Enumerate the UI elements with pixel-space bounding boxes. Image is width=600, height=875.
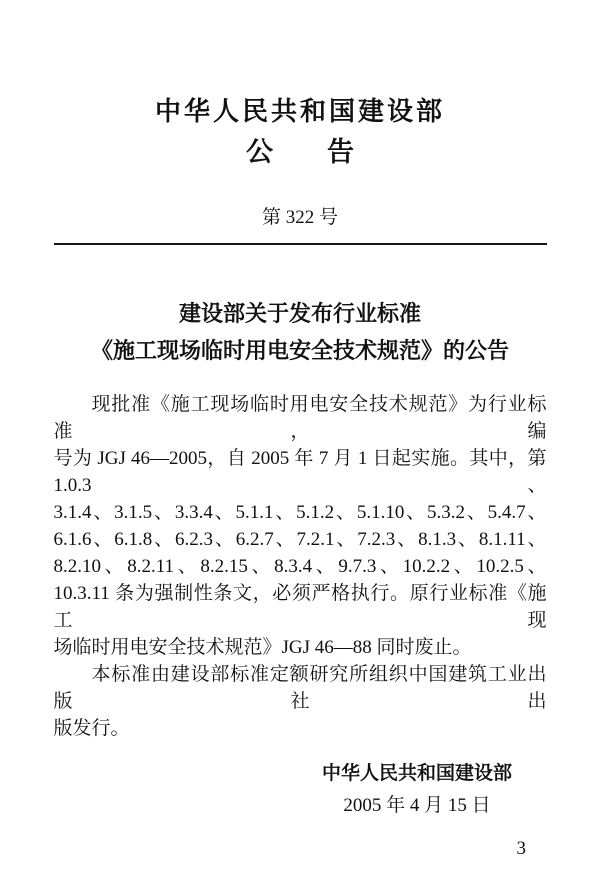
- signature-org: 中华人民共和国建设部: [321, 763, 512, 784]
- announcement-title: 公 告: [246, 137, 354, 167]
- signature-date: 2005 年 4 月 15 日: [343, 795, 491, 816]
- body-line-p1-4: 6.1.6、6.1.8、6.2.3、6.2.7、7.2.1、7.2.3、8.1.3、8.1.11、: [53, 529, 547, 550]
- doc-title: [0, 295, 600, 369]
- page-number: 3: [516, 838, 526, 859]
- body-line-p1-3: 3.1.4、3.1.5、3.3.4、5.1.1、5.1.2、5.1.10、5.3.2、5.4.7、: [53, 502, 547, 523]
- announcement-number: 第 322 号: [261, 207, 338, 228]
- body-line-p1-7: 场临时用电安全技术规范》JGJ 46—88 同时废止。: [53, 637, 472, 658]
- body-line-p2-2: 版发行。: [53, 718, 130, 739]
- body-line-p1-6: 10.3.11 条为强制性条文，必须严格执行。原行业标准《施工现: [53, 583, 547, 631]
- ministry-title: 中华人民共和国建设部: [154, 97, 445, 126]
- signature-block: [322, 760, 512, 819]
- doc-title-line1: 建设部关于发布行业标准: [178, 301, 421, 326]
- body-paragraph-1: [54, 391, 547, 661]
- doc-title-line2: 《施工现场临时用电安全技术规范》的公告: [90, 338, 509, 363]
- body-text: [54, 391, 547, 742]
- body-line-p2-1: 本标准由建设部标准定额研究所组织中国建筑工业出版社出: [53, 664, 547, 712]
- body-paragraph-2: [54, 661, 547, 742]
- body-line-p1-1: 现批准《施工现场临时用电安全技术规范》为行业标准，编: [53, 394, 547, 442]
- body-line-p1-2: 号为 JGJ 46—2005，自 2005 年 7 月 1 日起实施。其中，第 1.0.3、: [53, 448, 547, 496]
- body-line-p1-5: 8.2.10、8.2.11、8.2.15、8.3.4、9.7.3、10.2.2、10.2.5、: [53, 556, 547, 577]
- header-divider: [54, 243, 547, 245]
